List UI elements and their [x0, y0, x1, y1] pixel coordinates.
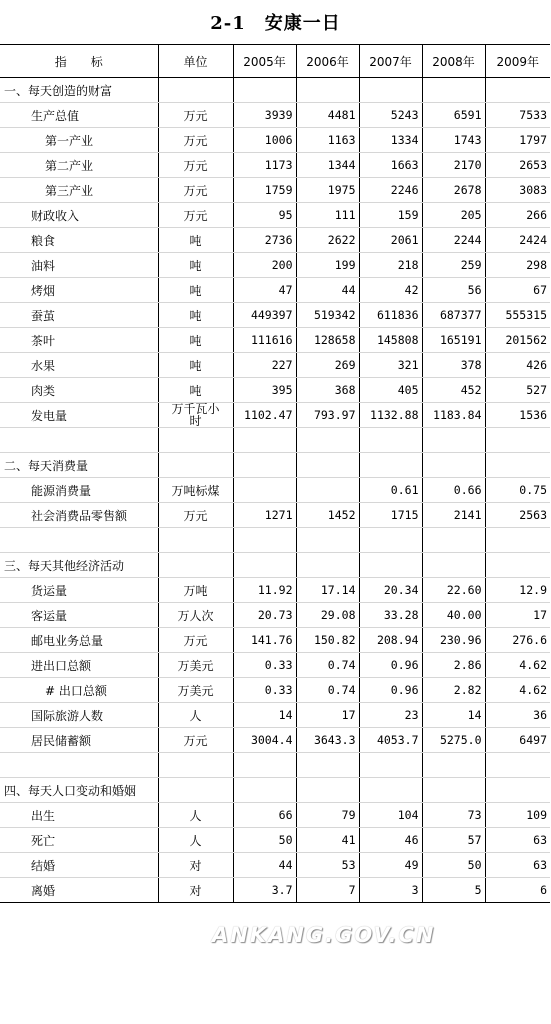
- table-row: [0, 503, 550, 528]
- value-cell: 2.86: [422, 653, 485, 678]
- unit-cell: [158, 453, 233, 478]
- value-cell: 378: [422, 353, 485, 378]
- value-cell: [233, 753, 296, 778]
- unit-cell: [158, 78, 233, 103]
- table-row: [0, 103, 550, 128]
- value-cell: [359, 778, 422, 803]
- section-heading: [0, 528, 158, 553]
- section-heading: 一、每天创造的财富: [0, 78, 158, 103]
- value-cell: 50: [422, 853, 485, 878]
- table-row: [0, 278, 550, 303]
- value-cell: 1797: [485, 128, 550, 153]
- header-row: [0, 45, 550, 78]
- value-cell: 53: [296, 853, 359, 878]
- spacer-row: [0, 753, 550, 778]
- indicator-label: 能源消费量: [0, 478, 158, 503]
- unit-cell: 吨: [158, 328, 233, 353]
- value-cell: 0.33: [233, 678, 296, 703]
- value-cell: [422, 753, 485, 778]
- value-cell: 44: [296, 278, 359, 303]
- value-cell: 0.33: [233, 653, 296, 678]
- value-cell: [233, 528, 296, 553]
- value-cell: [422, 453, 485, 478]
- value-cell: 56: [422, 278, 485, 303]
- value-cell: 128658: [296, 328, 359, 353]
- value-cell: [485, 753, 550, 778]
- unit-cell: 万元: [158, 203, 233, 228]
- value-cell: 1975: [296, 178, 359, 203]
- value-cell: 395: [233, 378, 296, 403]
- spacer-row: [0, 428, 550, 453]
- value-cell: 1663: [359, 153, 422, 178]
- value-cell: 3643.3: [296, 728, 359, 753]
- value-cell: 321: [359, 353, 422, 378]
- value-cell: 205: [422, 203, 485, 228]
- value-cell: 2244: [422, 228, 485, 253]
- value-cell: 5: [422, 878, 485, 903]
- unit-cell: [158, 428, 233, 453]
- value-cell: 1102.47: [233, 403, 296, 428]
- value-cell: 7: [296, 878, 359, 903]
- value-cell: [359, 78, 422, 103]
- value-cell: 14: [233, 703, 296, 728]
- value-cell: 17.14: [296, 578, 359, 603]
- value-cell: [359, 428, 422, 453]
- value-cell: 11.92: [233, 578, 296, 603]
- unit-cell: 人: [158, 703, 233, 728]
- unit-cell: 人: [158, 803, 233, 828]
- table-row: [0, 603, 550, 628]
- indicator-label: 粮食: [0, 228, 158, 253]
- value-cell: 159: [359, 203, 422, 228]
- value-cell: 2170: [422, 153, 485, 178]
- value-cell: 0.96: [359, 653, 422, 678]
- table-row: [0, 353, 550, 378]
- value-cell: 42: [359, 278, 422, 303]
- value-cell: [233, 453, 296, 478]
- indicator-label: 烤烟: [0, 278, 158, 303]
- value-cell: 141.76: [233, 628, 296, 653]
- unit-cell: 对: [158, 853, 233, 878]
- value-cell: 3004.4: [233, 728, 296, 753]
- table-row: [0, 678, 550, 703]
- value-cell: 22.60: [422, 578, 485, 603]
- indicator-label: 离婚: [0, 878, 158, 903]
- unit-cell: [158, 753, 233, 778]
- value-cell: [359, 553, 422, 578]
- value-cell: [485, 428, 550, 453]
- value-cell: 73: [422, 803, 485, 828]
- value-cell: 2061: [359, 228, 422, 253]
- table-row: [0, 878, 550, 903]
- value-cell: 519342: [296, 303, 359, 328]
- header-year: 2006年: [296, 45, 359, 78]
- value-cell: [296, 428, 359, 453]
- value-cell: [296, 528, 359, 553]
- unit-cell: 万千瓦小时: [158, 403, 233, 428]
- value-cell: [359, 753, 422, 778]
- header-year: 2005年: [233, 45, 296, 78]
- value-cell: 20.73: [233, 603, 296, 628]
- value-cell: 2678: [422, 178, 485, 203]
- unit-cell: 万元: [158, 628, 233, 653]
- value-cell: 49: [359, 853, 422, 878]
- value-cell: 449397: [233, 303, 296, 328]
- value-cell: 1344: [296, 153, 359, 178]
- value-cell: [485, 78, 550, 103]
- value-cell: [359, 453, 422, 478]
- table-row: [0, 403, 550, 428]
- value-cell: 17: [485, 603, 550, 628]
- unit-cell: 吨: [158, 303, 233, 328]
- value-cell: 1334: [359, 128, 422, 153]
- value-cell: 5275.0: [422, 728, 485, 753]
- unit-cell: 万人次: [158, 603, 233, 628]
- unit-cell: 吨: [158, 353, 233, 378]
- unit-cell: 对: [158, 878, 233, 903]
- unit-cell: [158, 528, 233, 553]
- value-cell: 12.9: [485, 578, 550, 603]
- section-heading: 三、每天其他经济活动: [0, 553, 158, 578]
- value-cell: 47: [233, 278, 296, 303]
- table-row: [0, 128, 550, 153]
- value-cell: 14: [422, 703, 485, 728]
- value-cell: 79: [296, 803, 359, 828]
- section-row: [0, 78, 550, 103]
- value-cell: [296, 553, 359, 578]
- indicator-label: 第三产业: [0, 178, 158, 203]
- value-cell: 1173: [233, 153, 296, 178]
- value-cell: 1271: [233, 503, 296, 528]
- value-cell: [233, 553, 296, 578]
- indicator-label: 结婚: [0, 853, 158, 878]
- section-heading: 四、每天人口变动和婚姻: [0, 778, 158, 803]
- value-cell: 2246: [359, 178, 422, 203]
- value-cell: 793.97: [296, 403, 359, 428]
- value-cell: [422, 428, 485, 453]
- value-cell: 2653: [485, 153, 550, 178]
- value-cell: [485, 528, 550, 553]
- table-row: [0, 328, 550, 353]
- value-cell: 44: [233, 853, 296, 878]
- table-row: [0, 253, 550, 278]
- unit-cell: 人: [158, 828, 233, 853]
- indicator-label: 油料: [0, 253, 158, 278]
- value-cell: 4.62: [485, 653, 550, 678]
- section-heading: [0, 428, 158, 453]
- header-year: 2008年: [422, 45, 485, 78]
- value-cell: 0.75: [485, 478, 550, 503]
- value-cell: 23: [359, 703, 422, 728]
- value-cell: 3: [359, 878, 422, 903]
- value-cell: [422, 78, 485, 103]
- value-cell: 208.94: [359, 628, 422, 653]
- value-cell: 17: [296, 703, 359, 728]
- value-cell: 150.82: [296, 628, 359, 653]
- unit-cell: [158, 778, 233, 803]
- indicator-label: 第二产业: [0, 153, 158, 178]
- value-cell: 1163: [296, 128, 359, 153]
- unit-cell: 万元: [158, 153, 233, 178]
- value-cell: 2424: [485, 228, 550, 253]
- value-cell: 227: [233, 353, 296, 378]
- value-cell: [422, 778, 485, 803]
- indicator-label: 肉类: [0, 378, 158, 403]
- indicator-label: 客运量: [0, 603, 158, 628]
- unit-cell: 万美元: [158, 678, 233, 703]
- value-cell: 41: [296, 828, 359, 853]
- value-cell: 3083: [485, 178, 550, 203]
- value-cell: 269: [296, 353, 359, 378]
- value-cell: 5243: [359, 103, 422, 128]
- indicator-label: 货运量: [0, 578, 158, 603]
- value-cell: 6: [485, 878, 550, 903]
- section-row: [0, 453, 550, 478]
- value-cell: 4.62: [485, 678, 550, 703]
- value-cell: 7533: [485, 103, 550, 128]
- value-cell: 1183.84: [422, 403, 485, 428]
- value-cell: 527: [485, 378, 550, 403]
- value-cell: [296, 478, 359, 503]
- header-indicator: 指 标: [0, 45, 158, 78]
- value-cell: 266: [485, 203, 550, 228]
- value-cell: 2622: [296, 228, 359, 253]
- value-cell: 0.66: [422, 478, 485, 503]
- value-cell: 67: [485, 278, 550, 303]
- value-cell: 4481: [296, 103, 359, 128]
- value-cell: 40.00: [422, 603, 485, 628]
- indicator-label: 死亡: [0, 828, 158, 853]
- indicator-label: 发电量: [0, 403, 158, 428]
- value-cell: 6497: [485, 728, 550, 753]
- table-row: [0, 803, 550, 828]
- value-cell: 259: [422, 253, 485, 278]
- section-row: [0, 553, 550, 578]
- value-cell: [485, 553, 550, 578]
- table-row: [0, 228, 550, 253]
- section-row: [0, 778, 550, 803]
- value-cell: [485, 453, 550, 478]
- value-cell: 1715: [359, 503, 422, 528]
- value-cell: 165191: [422, 328, 485, 353]
- value-cell: 0.74: [296, 653, 359, 678]
- indicator-label: 财政收入: [0, 203, 158, 228]
- value-cell: [233, 778, 296, 803]
- indicator-label: 国际旅游人数: [0, 703, 158, 728]
- unit-cell: 万元: [158, 103, 233, 128]
- value-cell: 3939: [233, 103, 296, 128]
- value-cell: 4053.7: [359, 728, 422, 753]
- unit-cell: 万元: [158, 178, 233, 203]
- unit-cell: 吨: [158, 228, 233, 253]
- statistics-table: [0, 44, 550, 903]
- value-cell: [233, 478, 296, 503]
- value-cell: 199: [296, 253, 359, 278]
- unit-cell: 万元: [158, 728, 233, 753]
- value-cell: 201562: [485, 328, 550, 353]
- unit-cell: 吨: [158, 278, 233, 303]
- value-cell: 50: [233, 828, 296, 853]
- value-cell: 63: [485, 828, 550, 853]
- value-cell: 66: [233, 803, 296, 828]
- value-cell: 405: [359, 378, 422, 403]
- header-unit: 单位: [158, 45, 233, 78]
- value-cell: 298: [485, 253, 550, 278]
- watermark-text: ANKANG.GOV.CN: [212, 923, 436, 947]
- value-cell: 29.08: [296, 603, 359, 628]
- value-cell: 57: [422, 828, 485, 853]
- table-row: [0, 828, 550, 853]
- unit-cell: 吨: [158, 253, 233, 278]
- indicator-label: # 出口总额: [0, 678, 158, 703]
- value-cell: 95: [233, 203, 296, 228]
- value-cell: 276.6: [485, 628, 550, 653]
- value-cell: 230.96: [422, 628, 485, 653]
- indicator-label: 居民储蓄额: [0, 728, 158, 753]
- table-row: [0, 728, 550, 753]
- indicator-label: 出生: [0, 803, 158, 828]
- value-cell: 1759: [233, 178, 296, 203]
- section-heading: [0, 753, 158, 778]
- indicator-label: 生产总值: [0, 103, 158, 128]
- table-row: [0, 378, 550, 403]
- value-cell: 33.28: [359, 603, 422, 628]
- header-year: 2009年: [485, 45, 550, 78]
- value-cell: 2.82: [422, 678, 485, 703]
- indicator-label: 第一产业: [0, 128, 158, 153]
- unit-cell: 吨: [158, 378, 233, 403]
- unit-cell: 万吨: [158, 578, 233, 603]
- value-cell: 104: [359, 803, 422, 828]
- value-cell: [485, 778, 550, 803]
- indicator-label: 水果: [0, 353, 158, 378]
- value-cell: 687377: [422, 303, 485, 328]
- table-row: [0, 153, 550, 178]
- value-cell: 63: [485, 853, 550, 878]
- value-cell: [233, 78, 296, 103]
- value-cell: [359, 528, 422, 553]
- value-cell: 1132.88: [359, 403, 422, 428]
- value-cell: 111: [296, 203, 359, 228]
- unit-cell: [158, 553, 233, 578]
- value-cell: 555315: [485, 303, 550, 328]
- value-cell: 6591: [422, 103, 485, 128]
- unit-cell: 万元: [158, 128, 233, 153]
- value-cell: 0.61: [359, 478, 422, 503]
- value-cell: [296, 753, 359, 778]
- value-cell: 0.96: [359, 678, 422, 703]
- table-row: [0, 853, 550, 878]
- page-title: 2-1 安康一日: [210, 13, 341, 34]
- indicator-label: 社会消费品零售额: [0, 503, 158, 528]
- value-cell: [422, 553, 485, 578]
- value-cell: 46: [359, 828, 422, 853]
- indicator-label: 蚕茧: [0, 303, 158, 328]
- table-row: [0, 703, 550, 728]
- table-row: [0, 203, 550, 228]
- value-cell: 218: [359, 253, 422, 278]
- section-heading: 二、每天消费量: [0, 453, 158, 478]
- value-cell: [296, 453, 359, 478]
- value-cell: 2736: [233, 228, 296, 253]
- table-row: [0, 478, 550, 503]
- value-cell: 0.74: [296, 678, 359, 703]
- value-cell: 20.34: [359, 578, 422, 603]
- indicator-label: 茶叶: [0, 328, 158, 353]
- value-cell: 200: [233, 253, 296, 278]
- value-cell: 611836: [359, 303, 422, 328]
- value-cell: 452: [422, 378, 485, 403]
- value-cell: 109: [485, 803, 550, 828]
- table-row: [0, 178, 550, 203]
- value-cell: 426: [485, 353, 550, 378]
- table-row: [0, 578, 550, 603]
- value-cell: 36: [485, 703, 550, 728]
- value-cell: 145808: [359, 328, 422, 353]
- table-row: [0, 303, 550, 328]
- value-cell: [296, 778, 359, 803]
- indicator-label: 邮电业务总量: [0, 628, 158, 653]
- unit-cell: 万吨标煤: [158, 478, 233, 503]
- value-cell: 111616: [233, 328, 296, 353]
- value-cell: [422, 528, 485, 553]
- value-cell: 3.7: [233, 878, 296, 903]
- value-cell: 2141: [422, 503, 485, 528]
- indicator-label: 进出口总额: [0, 653, 158, 678]
- value-cell: 1536: [485, 403, 550, 428]
- unit-cell: 万元: [158, 503, 233, 528]
- header-year: 2007年: [359, 45, 422, 78]
- table-row: [0, 628, 550, 653]
- spacer-row: [0, 528, 550, 553]
- value-cell: 368: [296, 378, 359, 403]
- table-row: [0, 653, 550, 678]
- value-cell: 1006: [233, 128, 296, 153]
- unit-cell: 万美元: [158, 653, 233, 678]
- value-cell: [296, 78, 359, 103]
- value-cell: 1452: [296, 503, 359, 528]
- value-cell: [233, 428, 296, 453]
- value-cell: 1743: [422, 128, 485, 153]
- value-cell: 2563: [485, 503, 550, 528]
